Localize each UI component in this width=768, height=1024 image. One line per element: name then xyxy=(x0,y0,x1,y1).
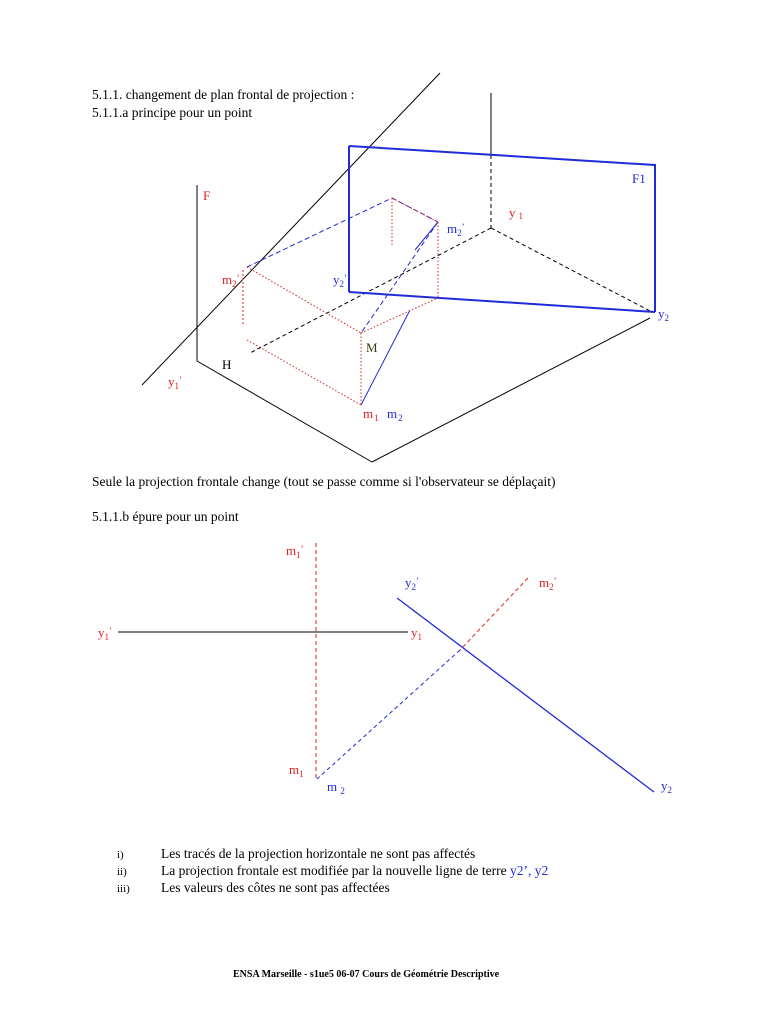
label-M: M xyxy=(366,340,378,355)
label-m2-prime-red: $m_2^’$ xyxy=(222,272,240,289)
list-item-text: Les valeurs des côtes ne sont pas affectées xyxy=(161,880,390,895)
list-item-text: La projection frontale est modifiée par la nouvelle ligne de terre y2’, y2 xyxy=(161,863,549,878)
label-y1: y 1 xyxy=(509,205,523,221)
label-m2-prime: $m_2^’$ xyxy=(539,575,557,592)
list-item-number: i) xyxy=(117,849,124,861)
section-heading: 5.1.1. changement de plan frontal de projection : xyxy=(92,87,355,102)
label-F1: F1 xyxy=(632,171,646,186)
principle-caption: Seule la projection frontale change (tout se passe comme si l'observateur se déplaçait) xyxy=(92,474,556,489)
label-y1-prime: $y_1^’$ xyxy=(98,625,112,642)
ground-line-reference: y2’, y2 xyxy=(509,863,549,878)
label-m1-prime: $m_1^’$ xyxy=(286,543,304,560)
label-y1: $y_1$ xyxy=(411,625,422,642)
red-dashed-m2-prime xyxy=(460,578,528,650)
label-m1: $m_1$ xyxy=(363,406,379,423)
list-item-number: ii) xyxy=(117,866,127,878)
label-y2-prime: $y_2^’$ xyxy=(405,575,419,592)
label-m2: m $_2$ xyxy=(327,779,345,796)
blue-dashed-recall xyxy=(317,650,460,779)
label-m2: $m_2$ xyxy=(387,406,403,423)
label-y2-prime: $y_2^’$ xyxy=(333,272,347,289)
new-ground-line-y2 xyxy=(397,598,654,792)
list-item-number: iii) xyxy=(117,883,130,895)
page-footer: ENSA Marseille - s1ue5 06-07 Cours de Géométrie Descriptive xyxy=(233,969,500,980)
label-m1: $m_1$ xyxy=(289,762,304,779)
label-y1-prime: $y_1^’$ xyxy=(168,374,182,391)
subsection-heading-principle: 5.1.1.a principe pour un point xyxy=(92,105,253,120)
list-item-text: Les tracés de la projection horizontale ne sont pas affectés xyxy=(161,846,476,861)
label-y2: $y_2$ xyxy=(661,778,672,795)
label-m2-prime-blue: $m_2^’$ xyxy=(447,221,465,238)
label-F: F xyxy=(203,188,211,203)
label-H: H xyxy=(222,357,232,372)
subsection-heading-epure: 5.1.1.b épure pour un point xyxy=(92,509,239,524)
label-y2: $y_2$ xyxy=(658,306,669,323)
